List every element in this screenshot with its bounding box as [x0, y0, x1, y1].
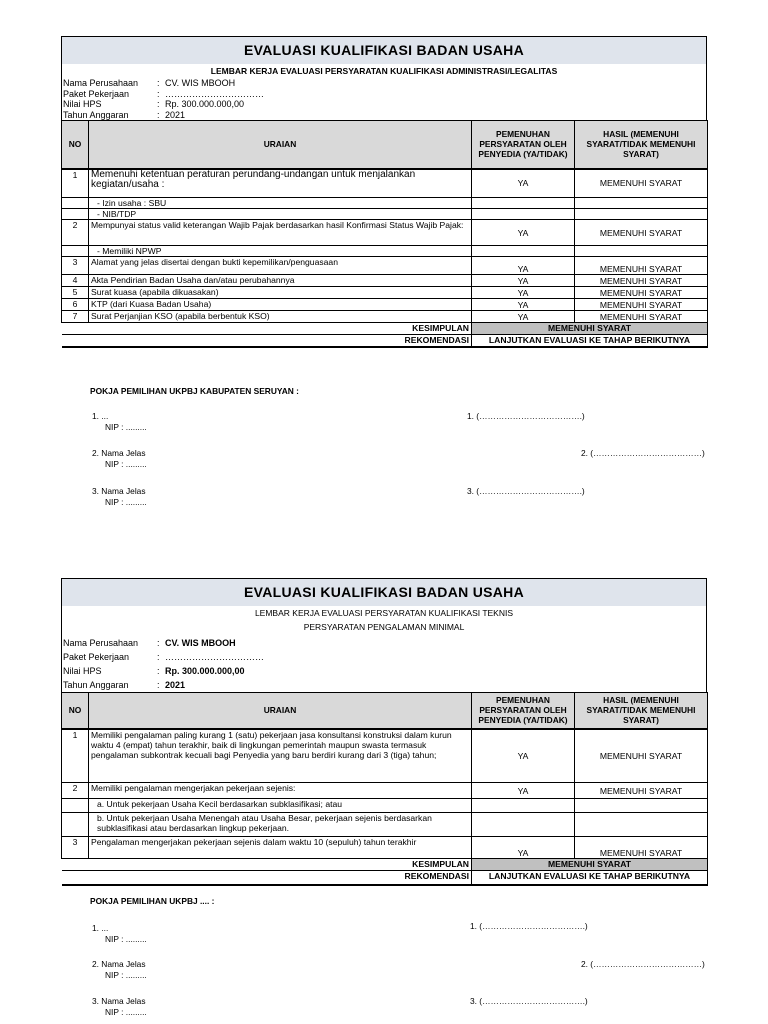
evaluation-sheet-administrasi — [61, 36, 707, 348]
pokja-title: POKJA PEMILIHAN UKPBJ .... : — [90, 896, 215, 906]
table-row: 1 Memiliki pengalaman paling kurang 1 (satu) pekerjaan jasa konsultansi konstruksi dalam kurun waktu 4 (empat) tahun terakhir, baik di lingkungan pemerintah maupun swasta termasuk pengalaman subkontrak kecuali bagi Penyedia yang baru berdiri kurang dari 3 (tiga) tahun; YA MEMENUHI SYARAT — [62, 729, 708, 783]
table-row: - Memiliki NPWP — [62, 246, 708, 257]
sheet-title: EVALUASI KUALIFIKASI BADAN USAHA — [61, 578, 707, 606]
table-row: 2 Memiliki pengalaman mengerjakan pekerjaan sejenis: YA MEMENUHI SYARAT — [62, 783, 708, 799]
header-hasil: HASIL (MEMENUHI SYARAT/TIDAK MEMENUHI SYARAT) — [575, 693, 708, 729]
table-row: - NIB/TDP — [62, 209, 708, 220]
member-2: 2. Nama Jelas NIP : ......... — [92, 959, 147, 980]
signature-1: 1. (……………………………….) — [470, 921, 588, 931]
info-row-year: Tahun Anggaran : 2021 — [63, 680, 186, 690]
info-row-package: Paket Pekerjaan : …………………………… — [63, 652, 264, 662]
info-row-year: Tahun Anggaran : 2021 — [63, 109, 186, 120]
signature-2: 2. (…………………………………) — [581, 448, 705, 458]
header-pemenuhan: PEMENUHAN PERSYARATAN OLEH PENYEDIA (YA/TIDAK) — [472, 121, 575, 169]
table-row: 6 KTP (dari Kuasa Badan Usaha) YA MEMENUHI SYARAT — [62, 299, 708, 311]
table-row: a. Untuk pekerjaan Usaha Kecil berdasarkan subklasifikasi; atau — [62, 799, 708, 813]
evaluation-table — [61, 120, 708, 348]
sheet-info — [61, 64, 707, 120]
table-row: 5 Surat kuasa (apabila dikuasakan) YA MEMENUHI SYARAT — [62, 287, 708, 299]
info-row-company: Nama Perusahaan : CV. WIS MBOOH — [63, 638, 236, 648]
table-row: 3 Pengalaman mengerjakan pekerjaan sejenis dalam waktu 10 (sepuluh) tahun terakhir YA MEMENUHI SYARAT — [62, 837, 708, 859]
rekomendasi-row: REKOMENDASI LANJUTKAN EVALUASI KE TAHAP BERIKUTNYA — [62, 871, 708, 885]
evaluation-table — [61, 692, 708, 886]
member-1: 1. ... NIP : ......... — [92, 411, 147, 432]
sheet-info — [61, 606, 707, 692]
header-pemenuhan: PEMENUHAN PERSYARATAN OLEH PENYEDIA (YA/TIDAK) — [472, 693, 575, 729]
evaluation-sheet-teknis — [61, 578, 707, 886]
header-uraian: URAIAN — [89, 693, 472, 729]
signature-2: 2. (…………………………………) — [581, 959, 705, 969]
sheet-subtitle: LEMBAR KERJA EVALUASI PERSYARATAN KUALIFIKASI TEKNIS — [254, 608, 514, 618]
signature-1: 1. (……………………………….) — [467, 411, 585, 421]
header-hasil: HASIL (MEMENUHI SYARAT/TIDAK MEMENUHI SYARAT) — [575, 121, 708, 169]
table-row: 1 Memenuhi ketentuan peraturan perundang-undangan untuk menjalankan kegiatan/usaha : YA MEMENUHI SYARAT — [62, 169, 708, 198]
info-row-package: Paket Pekerjaan : …………………………… — [63, 88, 264, 99]
member-3: 3. Nama Jelas NIP : ......... — [92, 486, 147, 507]
header-no: NO — [62, 693, 89, 729]
info-row-hps: Nilai HPS : Rp. 300.000.000,00 — [63, 99, 245, 109]
header-no: NO — [62, 121, 89, 169]
kesimpulan-row: KESIMPULAN MEMENUHI SYARAT — [62, 323, 708, 335]
header-uraian: URAIAN — [89, 121, 472, 169]
rekomendasi-row: REKOMENDASI LANJUTKAN EVALUASI KE TAHAP BERIKUTNYA — [62, 335, 708, 347]
table-row: 3 Alamat yang jelas disertai dengan bukti kepemilikan/penguasaan YA MEMENUHI SYARAT — [62, 257, 708, 275]
member-1: 1. ... NIP : ......... — [92, 923, 147, 944]
member-3: 3. Nama Jelas NIP : ......... — [92, 996, 147, 1017]
sheet-subtitle-2: PERSYARATAN PENGALAMAN MINIMAL — [303, 622, 465, 632]
member-2: 2. Nama Jelas NIP : ......... — [92, 448, 147, 469]
kesimpulan-row: KESIMPULAN MEMENUHI SYARAT — [62, 859, 708, 871]
table-row: 7 Surat Perjanjian KSO (apabila berbentuk KSO) YA MEMENUHI SYARAT — [62, 311, 708, 323]
table-row: 2 Mempunyai status valid keterangan Wajib Pajak berdasarkan hasil Konfirmasi Status Wajib Pajak: YA MEMENUHI SYARAT — [62, 220, 708, 246]
signature-3: 3. (……………………………….) — [470, 996, 588, 1006]
pokja-title: POKJA PEMILIHAN UKPBJ KABUPATEN SERUYAN : — [90, 386, 299, 396]
info-row-company: Nama Perusahaan : CV. WIS MBOOH — [63, 78, 236, 88]
signature-3: 3. (……………………………….) — [467, 486, 585, 496]
sheet-subtitle: LEMBAR KERJA EVALUASI PERSYARATAN KUALIFIKASI ADMINISTRASI/LEGALITAS — [210, 66, 558, 76]
table-row: 4 Akta Pendirian Badan Usaha dan/atau perubahannya YA MEMENUHI SYARAT — [62, 275, 708, 287]
table-row: - Izin usaha : SBU — [62, 198, 708, 209]
info-row-hps: Nilai HPS : Rp. 300.000.000,00 — [63, 666, 245, 676]
sheet-title: EVALUASI KUALIFIKASI BADAN USAHA — [61, 36, 707, 64]
table-row: b. Untuk pekerjaan Usaha Menengah atau Usaha Besar, pekerjaan sejenis berdasarkan subklasifikasi atau berdasarkan lingkup pekerjaan. — [62, 813, 708, 837]
